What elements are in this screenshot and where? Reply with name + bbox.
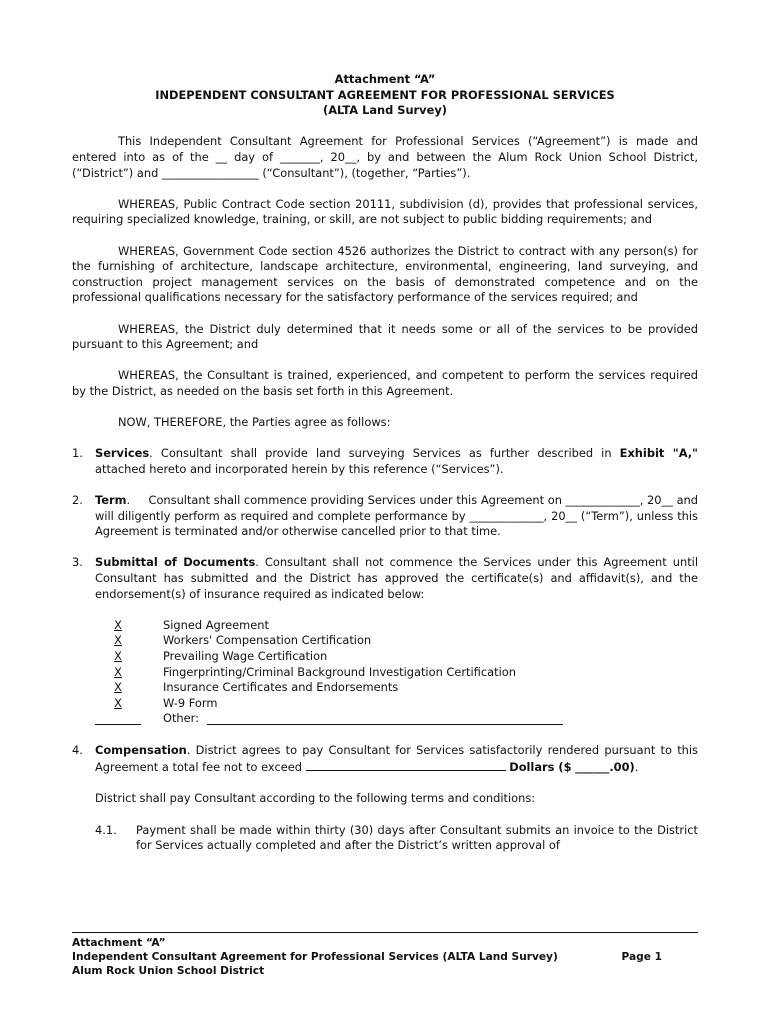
checklist-label: W-9 Form (163, 695, 218, 710)
fee-blank-line[interactable] (306, 758, 506, 771)
checklist-item (95, 633, 698, 649)
other-blank-line[interactable] (207, 711, 563, 725)
section-text: attached hereto and incorporated herein by this reference (“Services”). (95, 461, 504, 476)
section-heading: Compensation (95, 742, 187, 757)
page-number: Page 1 (621, 951, 662, 963)
exhibit-reference: Exhibit "A," (619, 446, 698, 461)
section-text: . Consultant shall provide land surveying Services as further described in (149, 446, 620, 461)
section-heading: Services (95, 446, 150, 461)
checklist-label: Other: (163, 711, 199, 726)
checklist-label: Workers' Compensation Certification (163, 633, 372, 648)
check-mark: X (114, 680, 122, 695)
section-heading: Submittal of Documents (95, 555, 256, 570)
payment-terms-intro: District shall pay Consultant according to the following terms and conditions: (95, 791, 536, 806)
document-body (72, 72, 698, 854)
whereas-paragraph-2: WHEREAS, Government Code section 4526 authorizes the District to contract with any person(s) for the furnishing of architecture, landscape architecture, environmental, engineering, land surveying, and construction project management services on the basis of demonstrated competence and on the professional qualifications necessary for the satisfactory performance of the services required; and (72, 243, 698, 305)
attachment-label: Attachment “A” (334, 72, 436, 86)
section-term (72, 493, 698, 540)
section-services (72, 446, 698, 477)
checklist-item (95, 665, 698, 681)
now-therefore-paragraph: NOW, THEREFORE, the Parties agree as follows: (118, 415, 391, 430)
check-mark: X (114, 695, 122, 710)
check-mark: X (114, 648, 122, 663)
checklist-label: Insurance Certificates and Endorsements (163, 680, 399, 695)
agreement-subtitle: (ALTA Land Survey) (323, 103, 447, 118)
check-mark: X (114, 664, 122, 679)
section-number: 3. (72, 555, 83, 570)
whereas-paragraph-3: WHEREAS, the District duly determined that it needs some or all of the services to be provided pursuant to this Agreement; and (72, 321, 698, 352)
checklist-item (95, 618, 698, 634)
checklist-label: Fingerprinting/Criminal Background Investigation Certification (163, 664, 516, 679)
checklist-label: Signed Agreement (163, 617, 269, 632)
dollars-label: Dollars ($ (509, 760, 572, 775)
footer-attachment: Attachment “A” (72, 937, 166, 949)
blank-check-line[interactable] (95, 711, 141, 725)
section-heading: Term (95, 493, 127, 508)
section-number: 4. (72, 742, 83, 757)
subsection-text: Payment shall be made within thirty (30) days after Consultant submits an invoice to the District for Services actually completed and after the District’s written approval of (136, 822, 698, 853)
checklist-item (95, 680, 698, 696)
footer-title: Independent Consultant Agreement for Professional Services (ALTA Land Survey) (72, 951, 558, 963)
fee-amount-tail: ______.00) (575, 760, 635, 775)
section-text: . (634, 760, 639, 775)
section-text: . District agrees to pay Consultant for Services satisfactorily rendered pursuant to this Agreement a total fee not to exceed (95, 742, 698, 775)
checklist-item (95, 649, 698, 665)
section-number: 2. (72, 493, 83, 508)
check-mark: X (114, 633, 122, 648)
section-text: . Consultant shall commence providing Services under this Agreement on _____________, 20__ and will diligently perform as required and complete performance by _____________, 20__ (“Term”), unless this Agreement is terminated and/or otherwise cancelled prior to that time. (95, 493, 698, 539)
whereas-paragraph-4: WHEREAS, the Consultant is trained, experienced, and competent to perform the services required by the District, as needed on the basis set forth in this Agreement. (72, 368, 698, 398)
check-mark: X (114, 617, 122, 632)
footer-district: Alum Rock Union School District (72, 965, 265, 977)
intro-paragraph: This Independent Consultant Agreement for Professional Services (“Agreement”) is made and entered into as of the __ day of _______, 20__, by and between the Alum Rock Union School District, (“District”) and _________________ (“Consultant”), (together, “Parties”). (72, 134, 698, 180)
subsection-4-1 (95, 823, 698, 854)
section-text: . Consultant shall not commence the Services under this Agreement until Consultant has submitted and the District has approved the certificate(s) and affidavit(s), and the endorsement(s) of insurance required as indicated below: (95, 555, 698, 601)
section-number: 1. (72, 446, 83, 461)
checklist-item (95, 696, 698, 712)
section-submittal (72, 555, 698, 602)
checklist-item-other (95, 711, 698, 727)
subsection-number: 4.1. (95, 822, 117, 837)
agreement-title: INDEPENDENT CONSULTANT AGREEMENT FOR PROFESSIONAL SERVICES (155, 87, 615, 102)
document-checklist (95, 618, 698, 727)
whereas-paragraph-1: WHEREAS, Public Contract Code section 20111, subdivision (d), provides that professional services, requiring specialized knowledge, training, or skill, are not subject to public bidding requirements; and (72, 196, 698, 227)
section-compensation (72, 743, 698, 776)
checklist-label: Prevailing Wage Certification (163, 648, 328, 663)
page-footer (72, 932, 698, 978)
